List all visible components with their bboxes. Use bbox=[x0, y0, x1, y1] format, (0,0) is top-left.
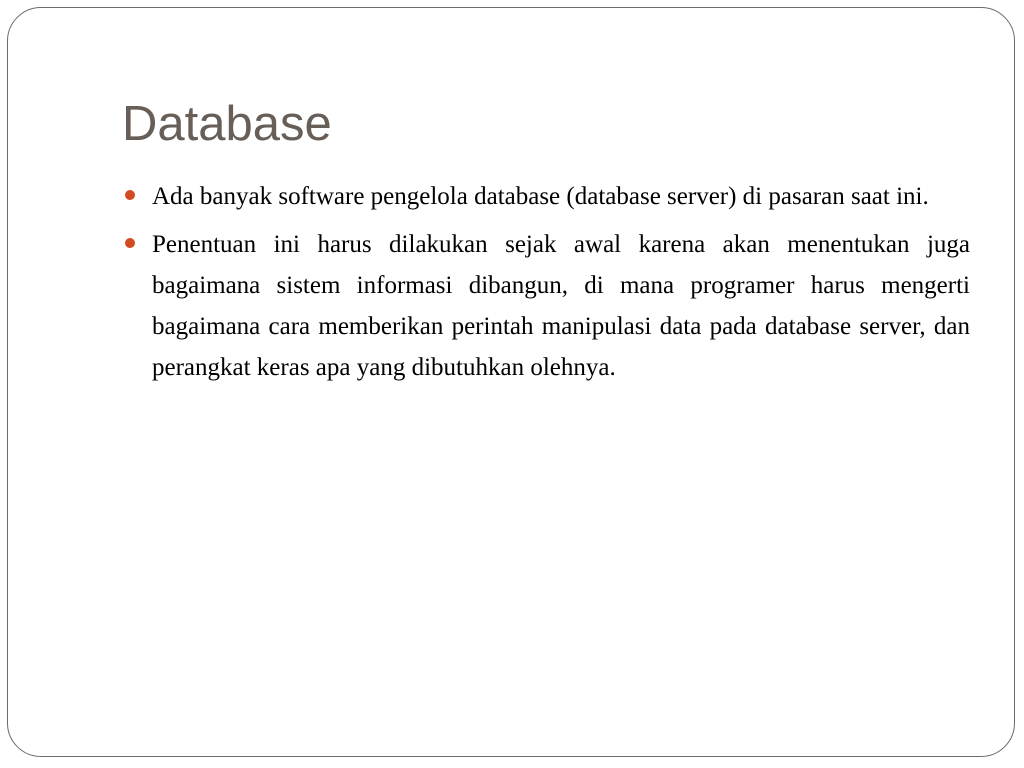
bullet-text: Ada banyak software pengelola database (database server) di pasaran saat ini. bbox=[152, 183, 929, 210]
bullet-text: Penentuan ini harus dilakukan sejak awal karena akan menentukan juga bagaimana sistem informasi dibangun, di mana programer harus mengerti bagaimana cara memberikan perintah manipulasi data pada database server, dan perangkat keras apa yang dibutuhkan olehnya. bbox=[152, 231, 970, 381]
bullet-dot-icon bbox=[125, 190, 135, 200]
bullet-item bbox=[152, 176, 970, 217]
slide-frame bbox=[7, 7, 1015, 757]
slide-title: Database bbox=[122, 97, 332, 151]
bullet-list bbox=[152, 176, 970, 395]
bullet-dot-icon bbox=[125, 238, 135, 248]
bullet-item bbox=[152, 224, 970, 388]
